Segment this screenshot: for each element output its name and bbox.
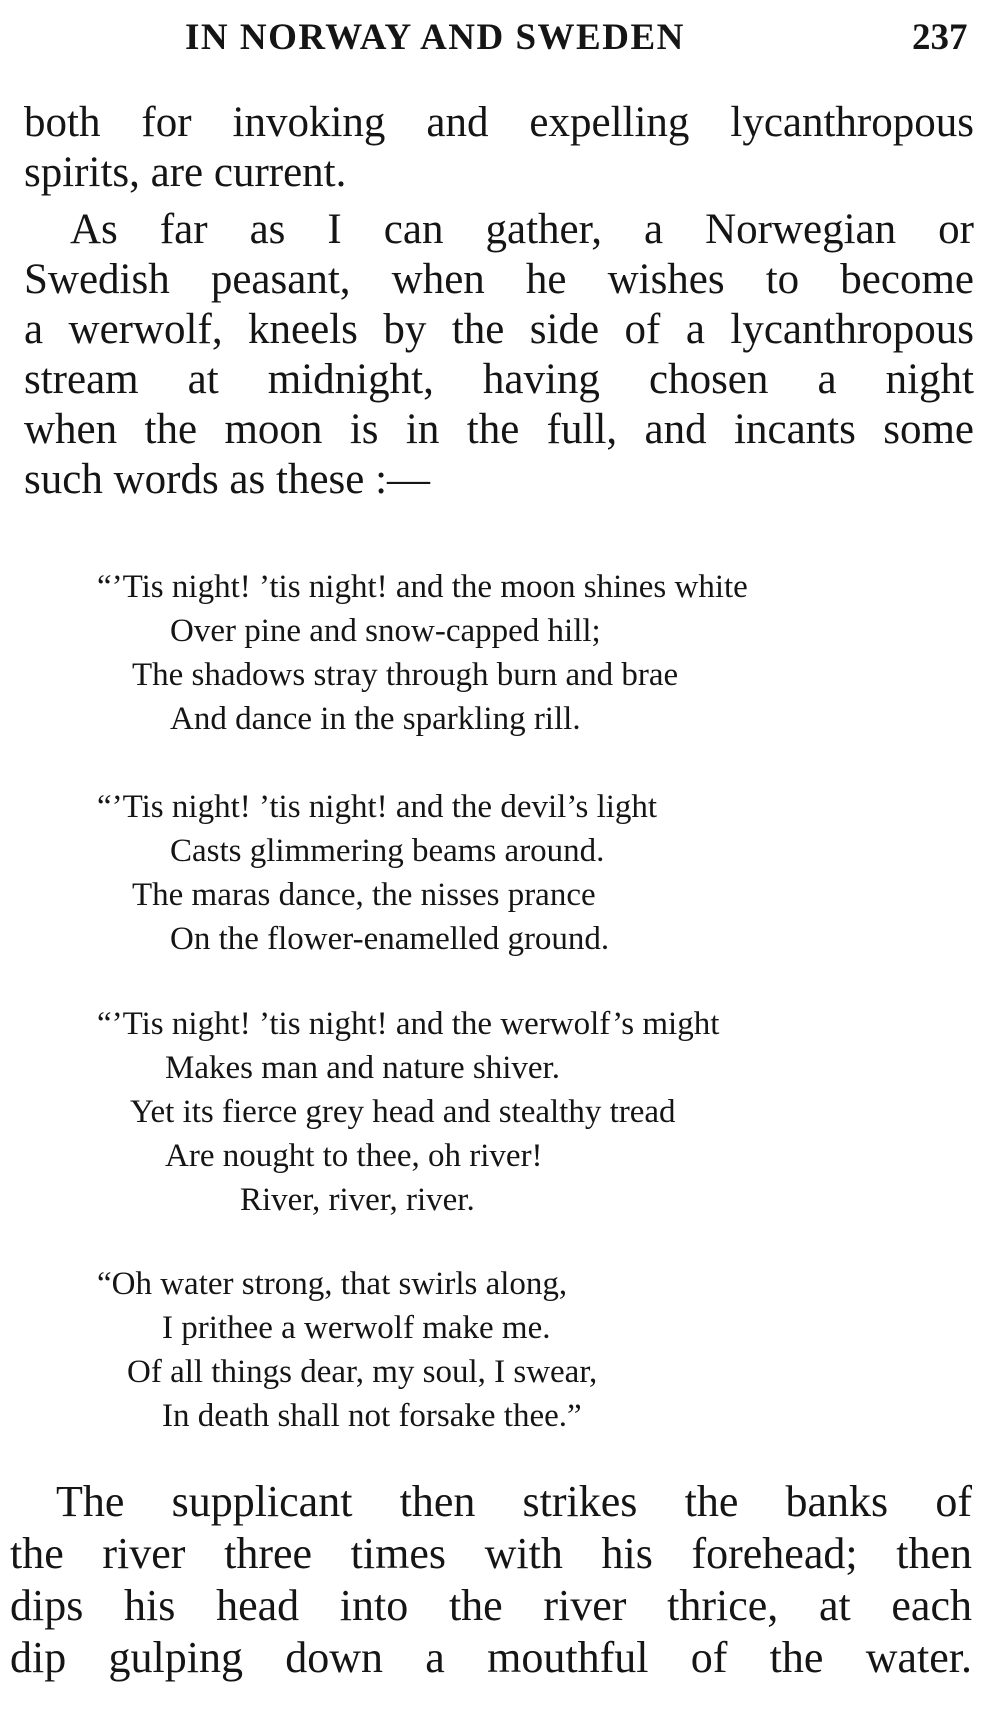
poem-line: I prithee a werwolf make me. xyxy=(162,1310,551,1346)
poem-line: “’Tis night! ’tis night! and the werwolf’s might xyxy=(97,1006,720,1042)
page-number: 237 xyxy=(912,17,968,58)
text-line: Swedish peasant, when he wishes to become xyxy=(24,256,974,303)
text-line: As far as I can gather, a Norwegian or xyxy=(70,206,974,253)
text-line: a werwolf, kneels by the side of a lycanthropous xyxy=(24,306,974,353)
text-line: spirits, are current. xyxy=(24,149,347,196)
text-line: dips his head into the river thrice, at each xyxy=(10,1581,972,1630)
poem-line: “’Tis night! ’tis night! and the devil’s light xyxy=(97,789,658,825)
text-line: when the moon is in the full, and incants some xyxy=(24,406,974,453)
paragraph-incantation-intro xyxy=(24,205,974,505)
running-title: IN NORWAY AND SWEDEN xyxy=(185,17,685,58)
poem-line: Yet its fierce grey head and stealthy tread xyxy=(130,1094,676,1130)
text-line: the river three times with his forehead; then xyxy=(10,1529,972,1578)
text-line: such words as these :— xyxy=(24,456,431,503)
poem-line: In death shall not forsake thee.” xyxy=(162,1398,582,1434)
poem-line: And dance in the sparkling rill. xyxy=(170,701,581,737)
page-header xyxy=(0,16,1000,66)
poem-line: The maras dance, the nisses prance xyxy=(132,877,596,913)
poem-line: “’Tis night! ’tis night! and the moon shines white xyxy=(97,569,748,605)
poem-line: “Oh water strong, that swirls along, xyxy=(97,1266,568,1302)
text-line: both for invoking and expelling lycanthropous xyxy=(24,99,974,146)
paragraph-ritual xyxy=(10,1476,972,1684)
paragraph-continued xyxy=(24,98,974,198)
poem-line: River, river, river. xyxy=(240,1182,475,1218)
text-line: The supplicant then strikes the banks of xyxy=(56,1477,972,1526)
poem-line: Over pine and snow-capped hill; xyxy=(170,613,601,649)
text-line: dip gulping down a mouthful of the water. xyxy=(10,1633,972,1682)
text-line: stream at midnight, having chosen a night xyxy=(24,356,974,403)
poem-line: Of all things dear, my soul, I swear, xyxy=(127,1354,598,1390)
poem-line: Makes man and nature shiver. xyxy=(165,1050,560,1086)
poem-line: The shadows stray through burn and brae xyxy=(132,657,679,693)
poem-line: Are nought to thee, oh river! xyxy=(165,1138,543,1174)
poem-line: On the flower-enamelled ground. xyxy=(170,921,610,957)
poem-line: Casts glimmering beams around. xyxy=(170,833,605,869)
